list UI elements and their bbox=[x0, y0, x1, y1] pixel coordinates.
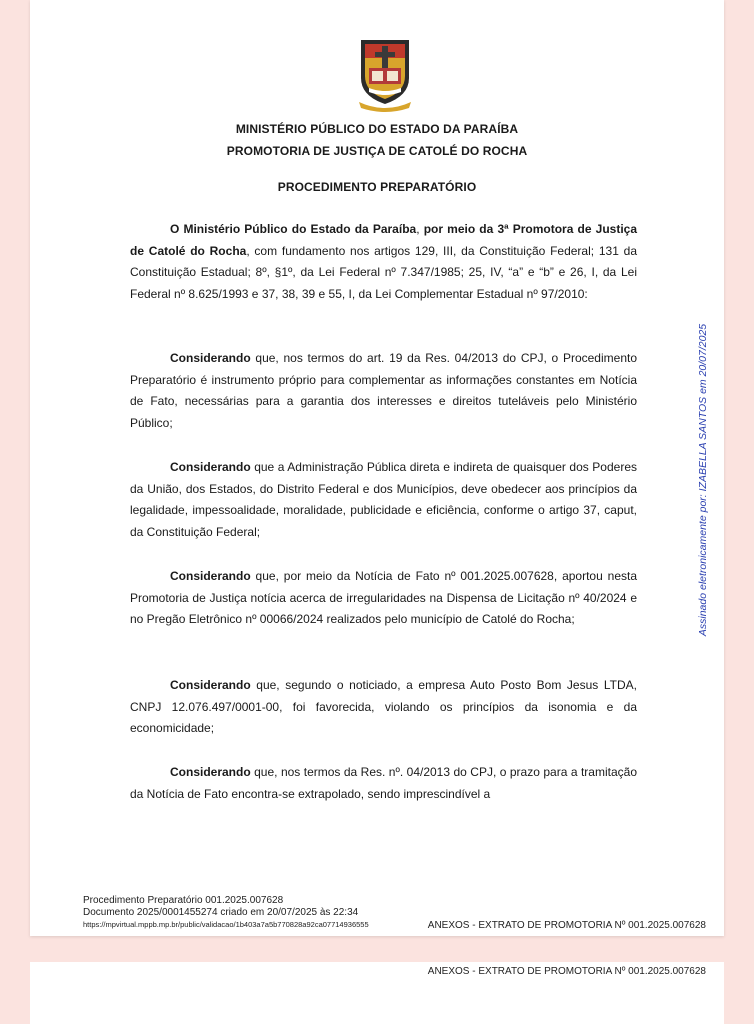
footer-validation-link[interactable]: https://mpvirtual.mppb.mp.br/public/validacao/1b403a7a5b770828a92ca07714936555 bbox=[83, 920, 369, 929]
document-page bbox=[30, 0, 724, 936]
footer-document: Documento 2025/0001455274 criado em 20/07/2025 às 22:34 bbox=[83, 907, 359, 918]
considerando-lead: Considerando bbox=[170, 351, 251, 365]
considerando-lead: Considerando bbox=[170, 765, 251, 779]
footer-extrato: ANEXOS - EXTRATO DE PROMOTORIA Nº 001.2025.007628 bbox=[427, 920, 706, 931]
intro-text: , com fundamento nos artigos 129, III, da Constituição Federal; 131 da Constituição Estadual; 8º, §1º, da Lei Federal nº 7.347/1985; 25, IV, “a” e “b” e 26, I, da Lei Federal nº 8.625/1993 e 37, 38, 39 e 55, I, da Lei Complementar Estadual nº 97/2010: bbox=[130, 243, 638, 301]
considerando-paragraph-5 bbox=[130, 762, 637, 805]
org-name: MINISTÉRIO PÚBLICO DO ESTADO DA PARAÍBA bbox=[235, 122, 519, 136]
considerando-lead: Considerando bbox=[170, 678, 251, 692]
considerando-lead: Considerando bbox=[170, 460, 251, 474]
intro-bold-2: por meio da 3ª Promotora de Justiça de Catolé do Rocha bbox=[130, 222, 637, 258]
coat-of-arms-logo bbox=[357, 38, 413, 112]
considerando-paragraph-1 bbox=[130, 348, 637, 434]
document-title: PROCEDIMENTO PREPARATÓRIO bbox=[277, 180, 477, 194]
considerando-paragraph-3 bbox=[130, 566, 637, 631]
next-page bbox=[30, 962, 724, 1024]
intro-bold-1: O Ministério Público do Estado da Paraíba bbox=[170, 222, 417, 236]
considerando-text: que a Administração Pública direta e indireta de quaisquer dos Poderes da União, dos Estados, do Distrito Federal e dos Municípios, deve obedecer aos princípios da legalidade, impessoalidade, moralidade, publicidade e eficiência, conforme o artigo 37, caput, da Constituição Federal; bbox=[130, 460, 637, 539]
intro-sep: , bbox=[416, 222, 424, 236]
considerando-paragraph-4 bbox=[130, 675, 637, 740]
considerando-text: que, nos termos do art. 19 da Res. 04/2013 do CPJ, o Procedimento Preparatório é instrumento próprio para complementar as informações constantes em Notícia de Fato, necessárias para a garantia dos interesses e direitos tuteláveis pelo Ministério Público; bbox=[130, 351, 637, 430]
intro-paragraph bbox=[130, 219, 637, 305]
considerando-paragraph-2 bbox=[130, 457, 637, 543]
considerando-text: que, por meio da Notícia de Fato nº 001.2025.007628, aportou nesta Promotoria de Justiça notícia acerca de irregularidades na Dispensa de Licitação nº 40/2024 e no Pregão Eletrônico nº 00066/2024 realizados pelo município de Catolé do Rocha; bbox=[130, 569, 637, 626]
electronic-signature: Assinado eletronicamente por: IZABELLA SANTOS em 20/07/2025 bbox=[697, 323, 709, 637]
page2-extrato: ANEXOS - EXTRATO DE PROMOTORIA Nº 001.2025.007628 bbox=[427, 966, 706, 977]
footer-procedure: Procedimento Preparatório 001.2025.007628 bbox=[83, 895, 284, 906]
considerando-lead: Considerando bbox=[170, 569, 251, 583]
considerando-text: que, segundo o noticiado, a empresa Auto Posto Bom Jesus LTDA, CNPJ 12.076.497/0001-00, foi favorecida, violando os princípios da isonomia e da economicidade; bbox=[130, 678, 637, 735]
promotoria-name: PROMOTORIA DE JUSTIÇA DE CATOLÉ DO ROCHA bbox=[226, 144, 528, 158]
considerando-text: que, nos termos da Res. nº. 04/2013 do CPJ, o prazo para a tramitação da Notícia de Fato encontra-se extrapolado, sendo imprescindível a bbox=[130, 765, 637, 801]
